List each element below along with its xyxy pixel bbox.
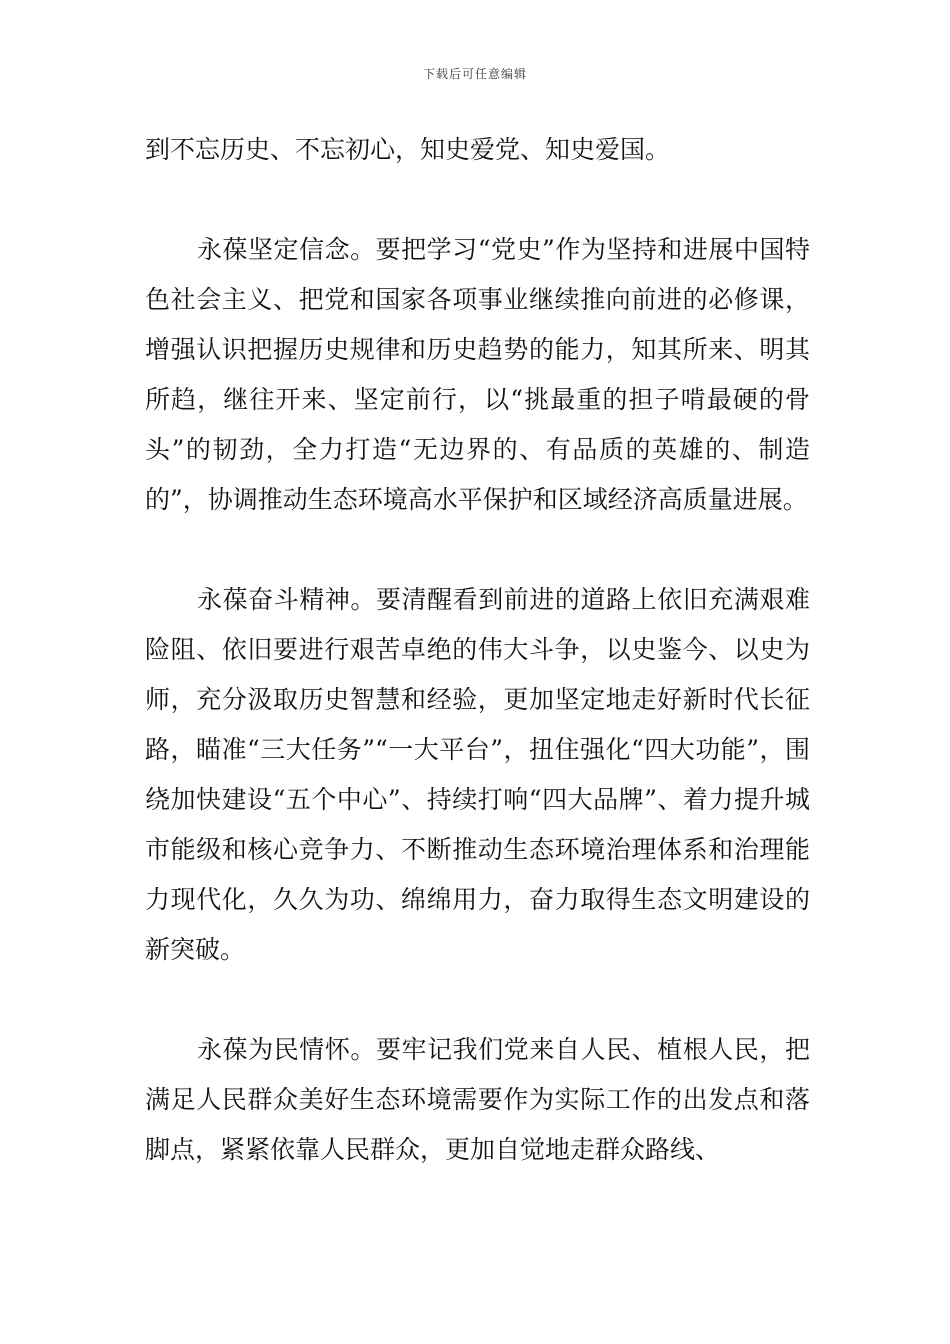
page-header: 下载后可任意编辑 bbox=[422, 67, 527, 81]
paragraph-3: 永葆奋斗精神。要清醒看到前进的道路上依旧充满艰难险阻、依旧要进行艰苦卓绝的伟大斗争，以史鉴今、以史为师，充分汲取历史智慧和经验，更加坚定地走好新时代长征路，瞄准“三大任务”“一大平台”，扭住强化“四大功能”，围绕加快建设“五个中心”、持续打响“四大品牌”、着力提升城市能级和核心竞争力、不断推动生态环境治理体系和治理能力现代化，久久为功、绵绵用力，奋力取得生态文明建设的新突破。 bbox=[145, 585, 810, 964]
paragraph-gap bbox=[145, 175, 810, 225]
paragraph-1: 到不忘历史、不忘初心，知史爱党、知史爱国。 bbox=[145, 135, 671, 164]
paragraph-gap bbox=[145, 525, 810, 575]
paragraph-2: 永葆坚定信念。要把学习“党史”作为坚持和进展中国特色社会主义、把党和国家各项事业继续推向前进的必修课，增强认识把握历史规律和历史趋势的能力，知其所来、明其所趋，继往开来、坚定前行，以“挑最重的担子啃最硬的骨头”的韧劲，全力打造“无边界的、有品质的英雄的、制造的”，协调推动生态环境高水平保护和区域经济高质量进展。 bbox=[145, 235, 810, 514]
paragraph-gap bbox=[145, 975, 810, 1025]
document-body bbox=[145, 125, 810, 1175]
paragraph-4: 永葆为民情怀。要牢记我们党来自人民、植根人民，把满足人民群众美好生态环境需要作为实际工作的出发点和落脚点，紧紧依靠人民群众，更加自觉地走群众路线、 bbox=[145, 1035, 810, 1164]
